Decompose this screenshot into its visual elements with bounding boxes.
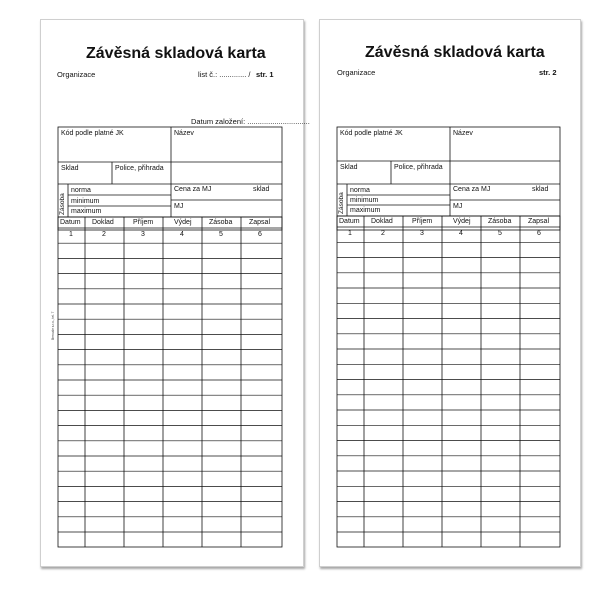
column-header-issue: Výdej (453, 218, 471, 225)
name-label: Název (453, 130, 473, 137)
column-number-3: 3 (420, 230, 424, 237)
minimum-label: minimum (71, 198, 100, 205)
minimum-label: minimum (350, 197, 379, 204)
page-number-label: str. 1 (256, 70, 274, 79)
shelf-label: Police, přihrada (115, 165, 164, 172)
column-number-4: 4 (459, 230, 463, 237)
column-number-1: 1 (348, 230, 352, 237)
code-label: Kód podle platné JK (340, 130, 403, 137)
card-page-2 (319, 19, 581, 567)
unit-label: MJ (453, 203, 463, 210)
column-header-written-by: Zapsal (249, 219, 271, 226)
page-number-label: str. 2 (539, 68, 557, 77)
column-header-receipt: Příjem (412, 218, 433, 225)
stock-group-label: Zásoba (338, 192, 345, 214)
column-header-document: Doklad (92, 219, 114, 226)
column-header-written-by: Zapsal (528, 218, 550, 225)
column-number-5: 5 (498, 230, 502, 237)
column-header-date: Datum (60, 219, 81, 226)
price-label: Cena za MJ (453, 186, 491, 193)
norm-label: norma (71, 187, 91, 194)
column-header-stock: Zásoba (488, 218, 512, 225)
warehouse-label: Sklad (61, 165, 79, 172)
column-number-6: 6 (258, 231, 262, 238)
column-number-1: 1 (69, 231, 73, 238)
norm-label: norma (350, 187, 370, 194)
column-header-stock: Zásoba (209, 219, 233, 226)
code-label: Kód podle platné JK (61, 130, 124, 137)
column-number-6: 6 (537, 230, 541, 237)
column-number-2: 2 (102, 231, 106, 238)
price-label: Cena za MJ (174, 186, 212, 193)
form-grid (41, 20, 303, 566)
side-print-text: Berouše s.r.o., tel. 7 (51, 311, 55, 340)
form-grid (320, 20, 580, 566)
stock-group-label: Zásoba (59, 193, 66, 215)
founded-date-label: Datum založení: .............................. (191, 117, 310, 126)
card-title: Závěsná skladová karta (86, 45, 266, 62)
column-number-3: 3 (141, 231, 145, 238)
column-number-2: 2 (381, 230, 385, 237)
card-page-1 (40, 19, 310, 567)
maximum-label: maximum (350, 207, 381, 214)
column-number-4: 4 (180, 231, 184, 238)
shelf-label: Police, přihrada (394, 164, 443, 171)
organization-label: Organizace (57, 70, 96, 79)
store-label: sklad (532, 186, 549, 193)
organization-label: Organizace (337, 68, 376, 77)
sheet-number-label: list č.: ............. / (198, 70, 251, 79)
column-header-document: Doklad (371, 218, 393, 225)
column-header-date: Datum (339, 218, 360, 225)
column-number-5: 5 (219, 231, 223, 238)
unit-label: MJ (174, 203, 184, 210)
name-label: Název (174, 130, 194, 137)
card-title: Závěsná skladová karta (365, 44, 545, 61)
warehouse-label: Sklad (340, 164, 358, 171)
maximum-label: maximum (71, 208, 102, 215)
column-header-issue: Výdej (174, 219, 192, 226)
store-label: sklad (253, 186, 270, 193)
column-header-receipt: Příjem (133, 219, 154, 226)
